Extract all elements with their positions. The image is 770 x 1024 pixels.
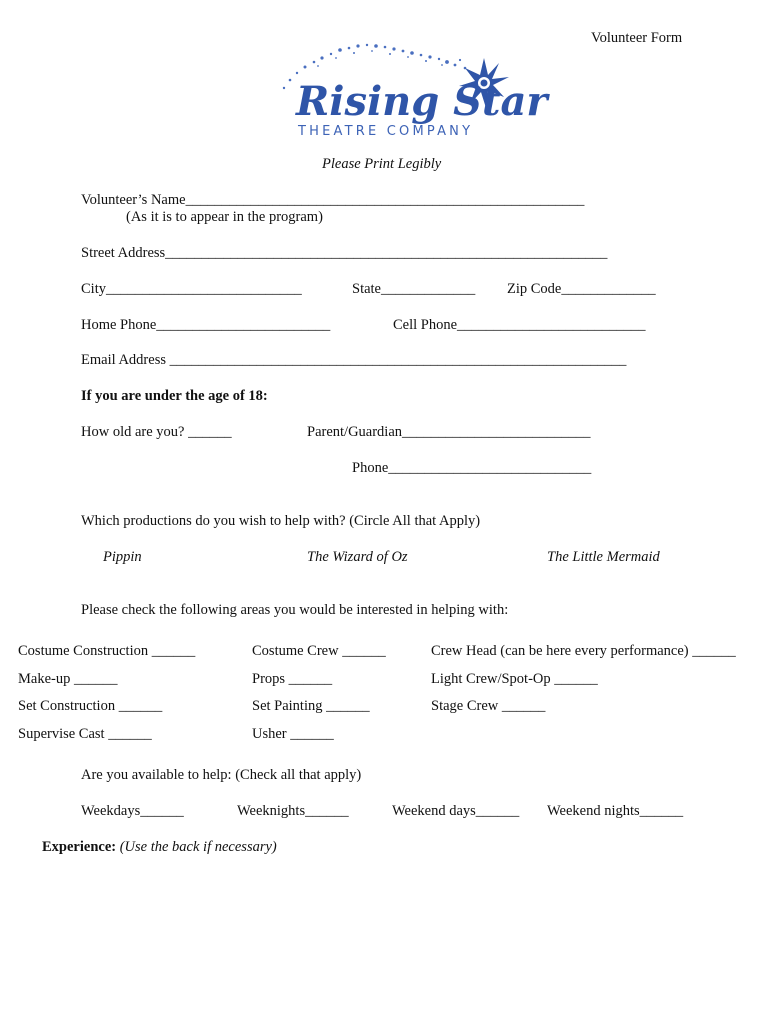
areas-question: Please check the following areas you would be interested in helping with: xyxy=(81,602,509,618)
area-crew-head[interactable]: Crew Head (can be here every performance) ______ xyxy=(431,643,736,659)
area-light-crew[interactable]: Light Crew/Spot-Op ______ xyxy=(431,671,598,687)
area-props[interactable]: Props ______ xyxy=(252,671,333,687)
email-field[interactable]: Email Address _______________________________________________________________ xyxy=(81,352,627,368)
logo-main-text: Rising Star xyxy=(296,78,548,125)
experience-label: Experience: xyxy=(42,839,117,855)
area-costume-crew[interactable]: Costume Crew ______ xyxy=(252,643,386,659)
area-stage-crew[interactable]: Stage Crew ______ xyxy=(431,698,546,714)
production-pippin[interactable]: Pippin xyxy=(103,549,142,565)
age-field[interactable]: How old are you? ______ xyxy=(81,424,232,440)
experience-line xyxy=(42,838,277,856)
experience-note: (Use the back if necessary) xyxy=(119,839,277,855)
area-supervise-cast[interactable]: Supervise Cast ______ xyxy=(18,726,152,742)
availability-weekend-nights[interactable]: Weekend nights______ xyxy=(547,803,684,819)
name-note: (As it is to appear in the program) xyxy=(126,209,323,225)
street-address-field[interactable]: Street Address_____________________________________________________________ xyxy=(81,245,608,261)
cell-phone-field[interactable]: Cell Phone__________________________ xyxy=(393,317,646,333)
home-phone-field[interactable]: Home Phone________________________ xyxy=(81,317,331,333)
minor-heading: If you are under the age of 18: xyxy=(81,388,268,404)
production-wizard-of-oz[interactable]: The Wizard of Oz xyxy=(307,549,408,565)
area-make-up[interactable]: Make-up ______ xyxy=(18,671,118,687)
production-little-mermaid[interactable]: The Little Mermaid xyxy=(547,549,660,565)
rising-star-logo xyxy=(270,38,548,143)
area-set-painting[interactable]: Set Painting ______ xyxy=(252,698,370,714)
area-set-construction[interactable]: Set Construction ______ xyxy=(18,698,163,714)
form-title: Volunteer Form xyxy=(591,30,683,46)
guardian-field[interactable]: Parent/Guardian__________________________ xyxy=(307,424,591,440)
area-usher[interactable]: Usher ______ xyxy=(252,726,334,742)
availability-weeknights[interactable]: Weeknights______ xyxy=(237,803,349,819)
availability-question: Are you available to help: (Check all that apply) xyxy=(81,767,362,783)
productions-question: Which productions do you wish to help with? (Circle All that Apply) xyxy=(81,513,481,529)
state-field[interactable]: State_____________ xyxy=(352,281,476,297)
guardian-phone-field[interactable]: Phone____________________________ xyxy=(352,460,592,476)
area-costume-construction[interactable]: Costume Construction ______ xyxy=(18,643,196,659)
zip-code-field[interactable]: Zip Code_____________ xyxy=(507,281,656,297)
availability-weekdays[interactable]: Weekdays______ xyxy=(81,803,184,819)
volunteer-name-field[interactable]: Volunteer’s Name_______________________________________________________ xyxy=(81,192,585,208)
print-instruction: Please Print Legibly xyxy=(322,156,442,172)
city-field[interactable]: City___________________________ xyxy=(81,281,302,297)
logo-sub-text: THEATRE COMPANY xyxy=(298,124,474,139)
availability-weekend-days[interactable]: Weekend days______ xyxy=(392,803,520,819)
